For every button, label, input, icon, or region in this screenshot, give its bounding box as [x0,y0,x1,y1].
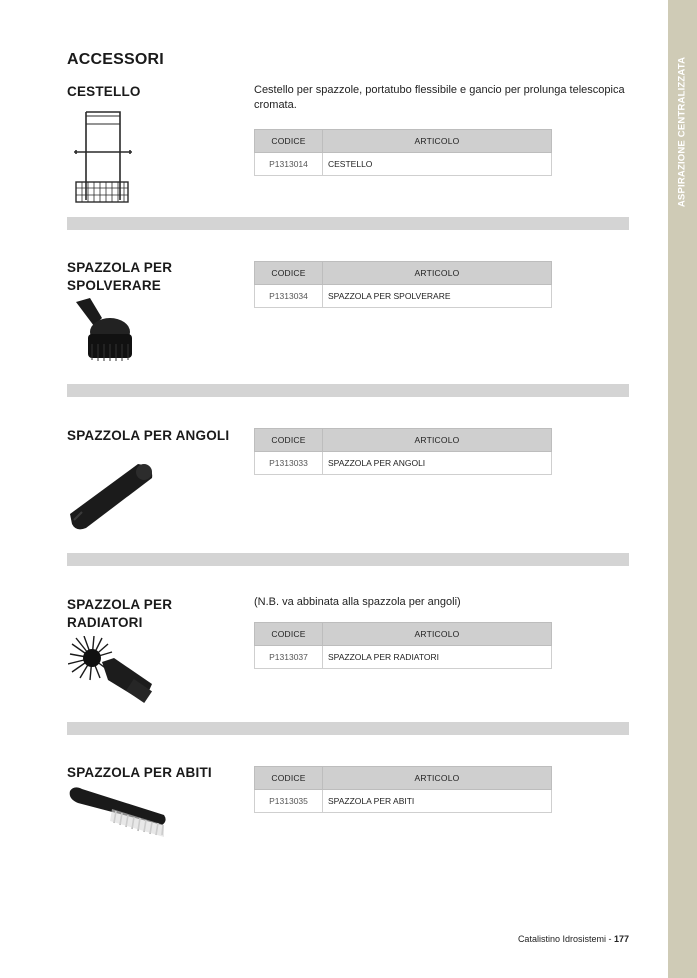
product-article: SPAZZOLA PER SPOLVERARE [323,285,552,308]
crevice-tool-image [68,462,156,532]
article-header: ARTICOLO [323,130,552,153]
code-header: CODICE [255,130,323,153]
page-title: ACCESSORI [67,51,164,68]
section-divider [67,553,629,566]
product-article: SPAZZOLA PER ABITI [323,790,552,813]
article-header: ARTICOLO [323,429,552,452]
section-title-radiatori: SPAZZOLA PER RADIATORI [67,597,173,630]
section-title-abiti: SPAZZOLA PER ABITI [67,765,212,780]
clothes-brush-image [68,785,168,839]
section-divider [67,217,629,230]
section-title-cestello: CESTELLO [67,84,141,99]
page-footer [518,934,629,944]
code-header: CODICE [255,767,323,790]
product-article: SPAZZOLA PER RADIATORI [323,646,552,669]
section-description-radiatori: (N.B. va abbinata alla spazzola per angoli) [254,596,461,608]
product-table-spolverare [254,261,552,308]
section-title-angoli: SPAZZOLA PER ANGOLI [67,428,230,443]
product-code: P1313033 [255,452,323,475]
basket-image [72,108,134,208]
dusting-brush-image [68,298,134,364]
article-header: ARTICOLO [323,623,552,646]
product-table-radiatori [254,622,552,669]
product-code: P1313014 [255,153,323,176]
product-table-angoli [254,428,552,475]
side-label: ASPIRAZIONE CENTRALIZZATA [676,56,688,208]
code-header: CODICE [255,262,323,285]
product-code: P1313035 [255,790,323,813]
article-header: ARTICOLO [323,262,552,285]
section-divider [67,384,629,397]
page-number: 177 [613,934,629,944]
catalog-name: Catalistino Idrosistemi - [517,934,614,944]
table-row [255,646,552,669]
table-row [255,285,552,308]
radiator-brush-image [68,636,154,706]
code-header: CODICE [255,429,323,452]
product-article: SPAZZOLA PER ANGOLI [323,452,552,475]
product-table-cestello [254,129,552,176]
section-title-spolverare: SPAZZOLA PER SPOLVERARE [67,260,173,293]
article-header: ARTICOLO [323,767,552,790]
product-article: CESTELLO [323,153,552,176]
table-row [255,452,552,475]
product-code: P1313034 [255,285,323,308]
table-row [255,790,552,813]
product-code: P1313037 [255,646,323,669]
code-header: CODICE [255,623,323,646]
product-table-abiti [254,766,552,813]
section-divider [67,722,629,735]
table-row [255,153,552,176]
section-description-cestello: Cestello per spazzole, portatubo flessibile e gancio per prolunga telescopica cromata. [254,84,625,111]
